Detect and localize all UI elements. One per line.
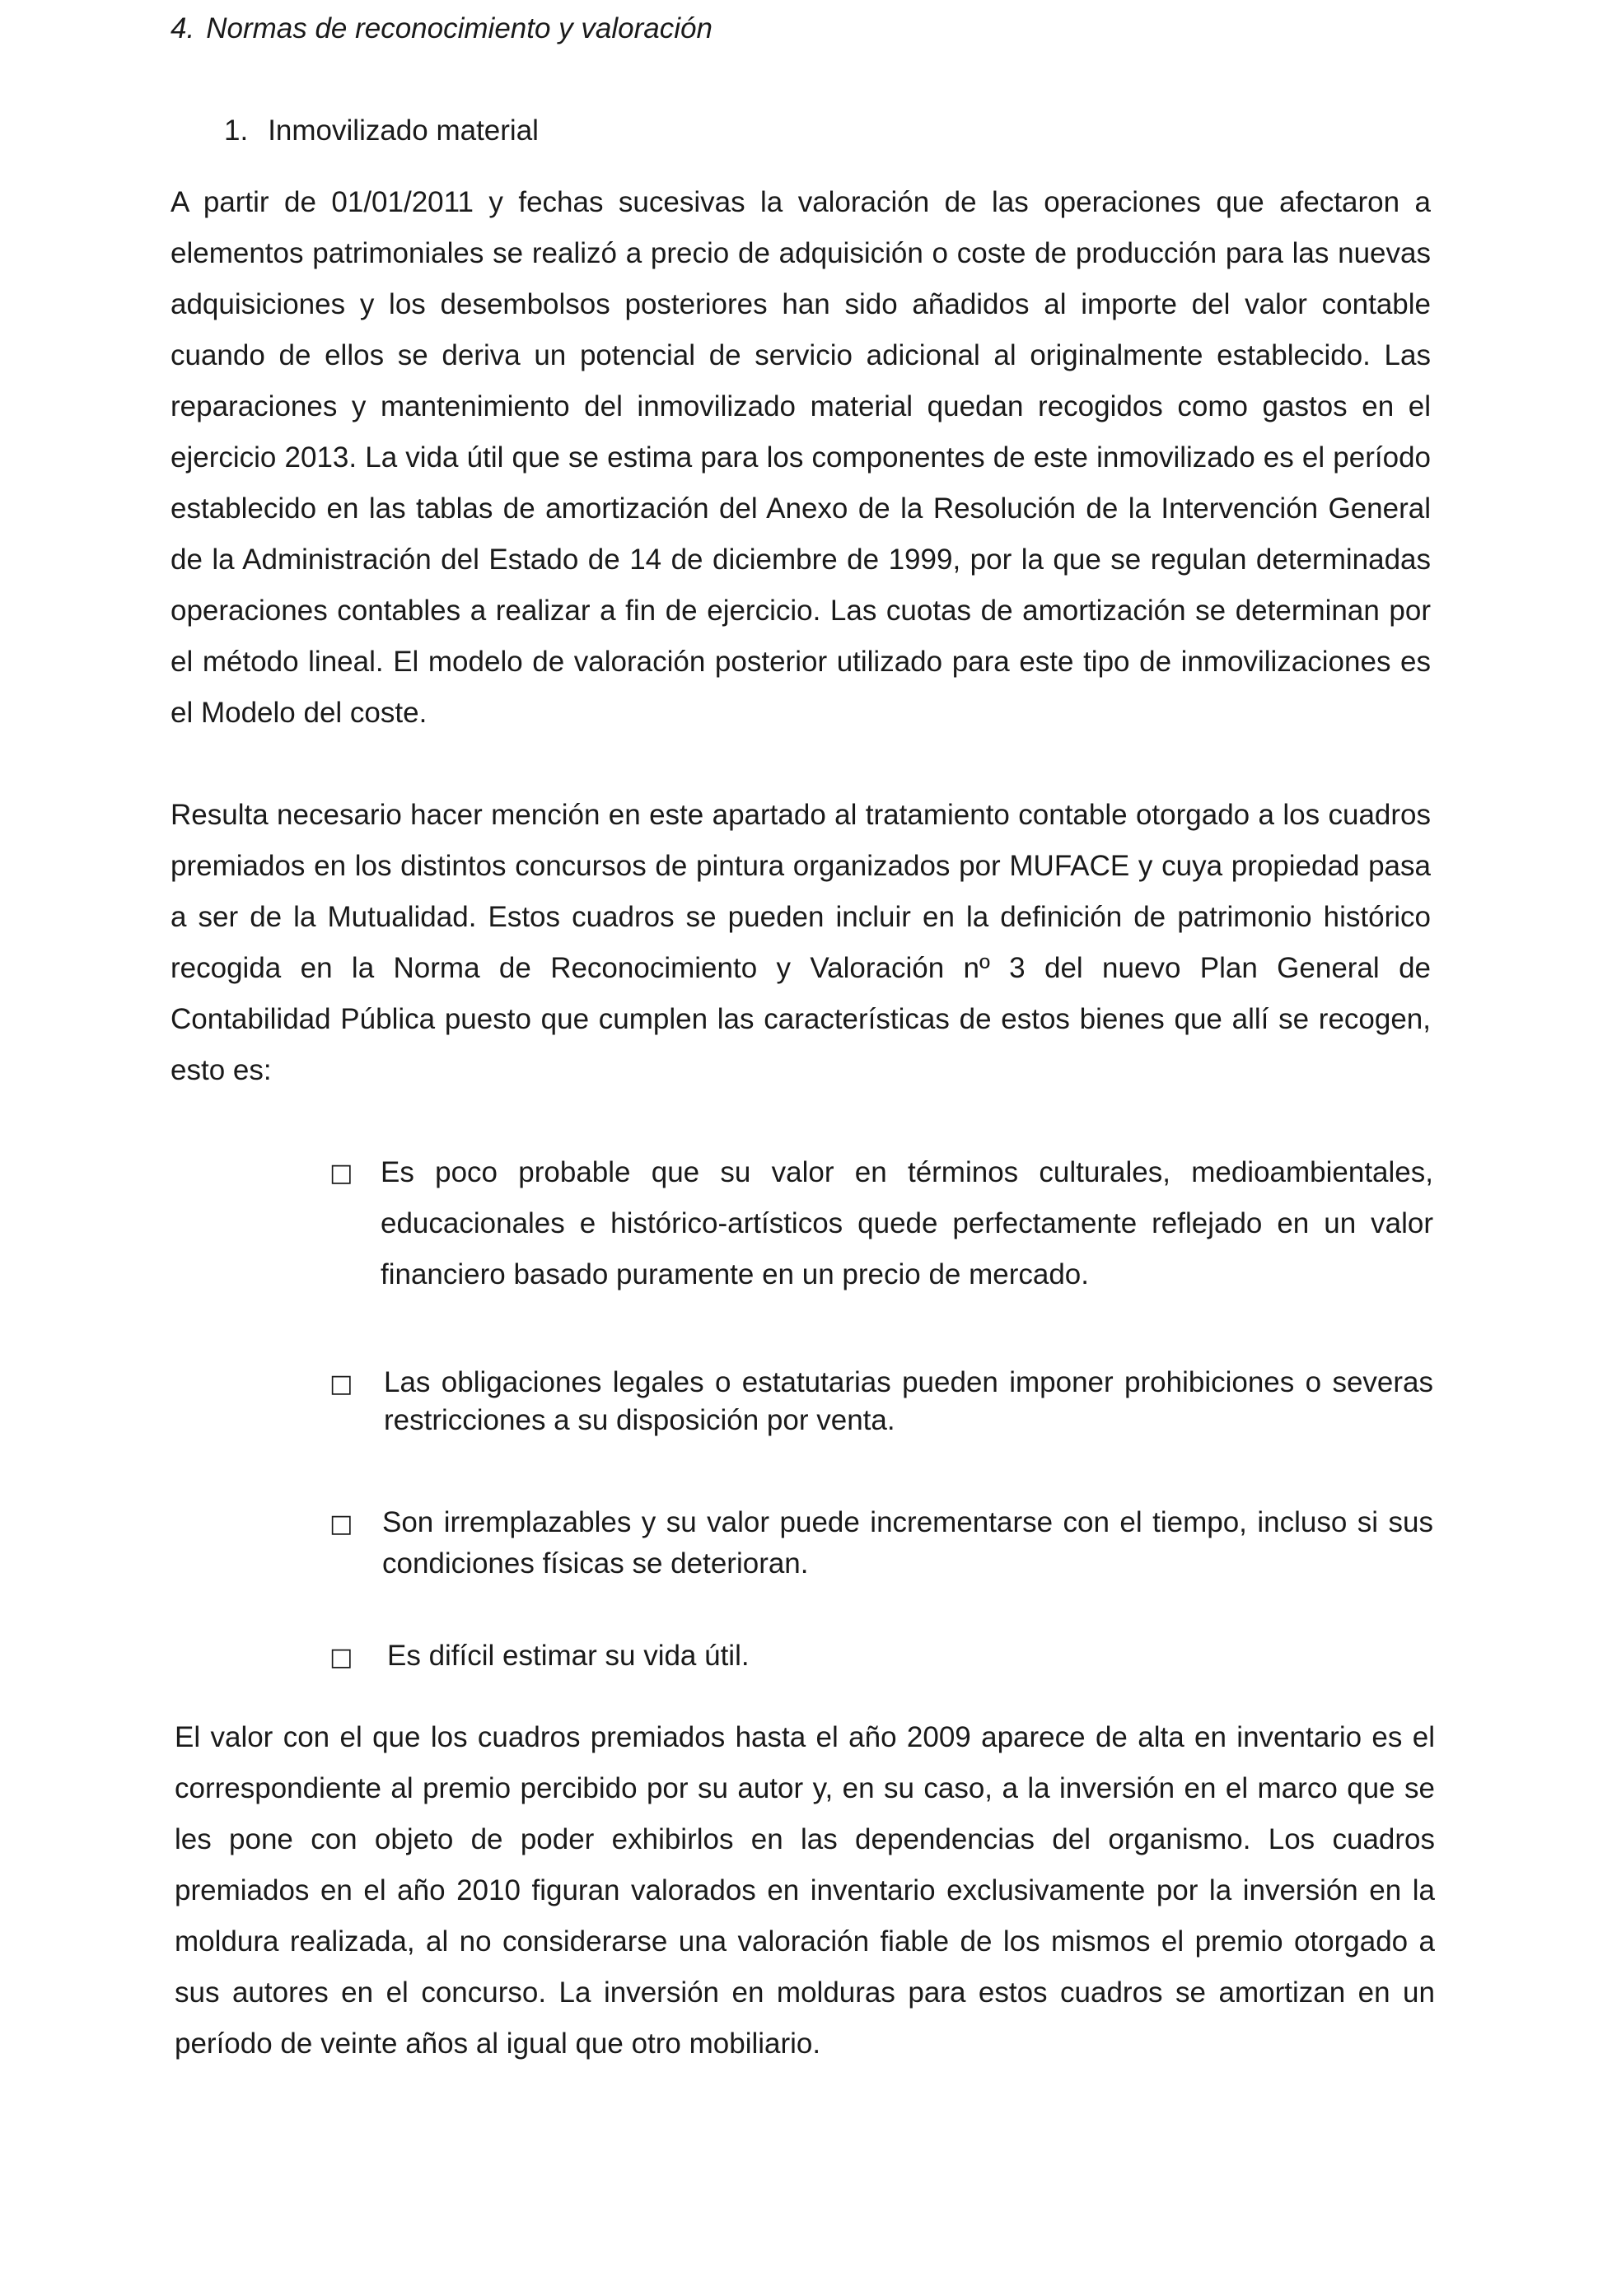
list-item-text: Son irremplazables y su valor puede incrementarse con el tiempo, incluso si sus condiciones físicas se deterioran.: [382, 1506, 1433, 1580]
section-heading: [171, 10, 713, 48]
paragraph-valuation: A partir de 01/01/2011 y fechas sucesivas la valoración de las operaciones que afectaron a elementos patrimoniales se realizó a precio de adquisición o coste de producción para las nuevas adquisiciones y los desembolsos posteriores han sido añadidos al importe del valor contable cuando de ellos se deriva un potencial de servicio adicional al originalmente establecido. Las reparaciones y mantenimiento del inmovilizado material quedan recogidos como gastos en el ejercicio 2013. La vida útil que se estima para los componentes de este inmovilizado es el período establecido en las tablas de amortización del Anexo de la Resolución de la Intervención General de la Administración del Estado de 14 de diciembre de 1999, por la que se regulan determinadas operaciones contables a realizar a fin de ejercicio. Las cuotas de amortización se determinan por el método lineal. El modelo de valoración posterior utilizado para este tipo de inmovilizaciones es el Modelo del coste.: [171, 186, 1431, 729]
list-item-text: Las obligaciones legales o estatutarias pueden imponer prohibiciones o severas restricciones a su disposición por venta.: [384, 1366, 1433, 1436]
list-item: [329, 1364, 1433, 1440]
section-number: 4.: [171, 12, 195, 44]
subsection-number: 1.: [224, 114, 249, 147]
list-item-text: Es poco probable que su valor en términos culturales, medioambientales, educacionales e histórico-artísticos quede perfectamente reflejado en un valor financiero basado puramente en un precio de mercado.: [381, 1156, 1433, 1290]
checkbox-bullet-icon: □: [329, 1510, 353, 1538]
subsection-title: Inmovilizado material: [268, 114, 539, 147]
subsection-heading: [224, 112, 539, 150]
section-title: Normas de reconocimiento y valoración: [206, 12, 713, 44]
paragraph-inventory-value: El valor con el que los cuadros premiados hasta el año 2009 aparece de alta en inventario es el correspondiente al premio percibido por su autor y, en su caso, a la inversión en el marco que se les pone con objeto de poder exhibirlos en las dependencias del organismo. Los cuadros premiados en el año 2010 figuran valorados en inventario exclusivamente por la inversión en la moldura realizada, al no considerarse una valoración fiable de los mismos el premio otorgado a sus autores en el concurso. La inversión en molduras para estos cuadros se amortizan en un período de veinte años al igual que otro mobiliario.: [175, 1721, 1435, 2060]
checkbox-bullet-icon: □: [329, 1643, 353, 1672]
list-item: [329, 1637, 1433, 1675]
checkbox-bullet-icon: □: [329, 1159, 353, 1188]
checkbox-bullet-icon: □: [329, 1370, 353, 1398]
list-item: [329, 1147, 1433, 1300]
list-item: [329, 1502, 1433, 1584]
paragraph-paintings: Resulta necesario hacer mención en este apartado al tratamiento contable otorgado a los cuadros premiados en los distintos concursos de pintura organizados por MUFACE y cuya propiedad pasa a ser de la Mutualidad. Estos cuadros se pueden incluir en la definición de patrimonio histórico recogida en la Norma de Reconocimiento y Valoración nº 3 del nuevo Plan General de Contabilidad Pública puesto que cumplen las características de estos bienes que allí se recogen, esto es:: [171, 799, 1431, 1086]
list-item-text: Es difícil estimar su vida útil.: [387, 1640, 750, 1672]
